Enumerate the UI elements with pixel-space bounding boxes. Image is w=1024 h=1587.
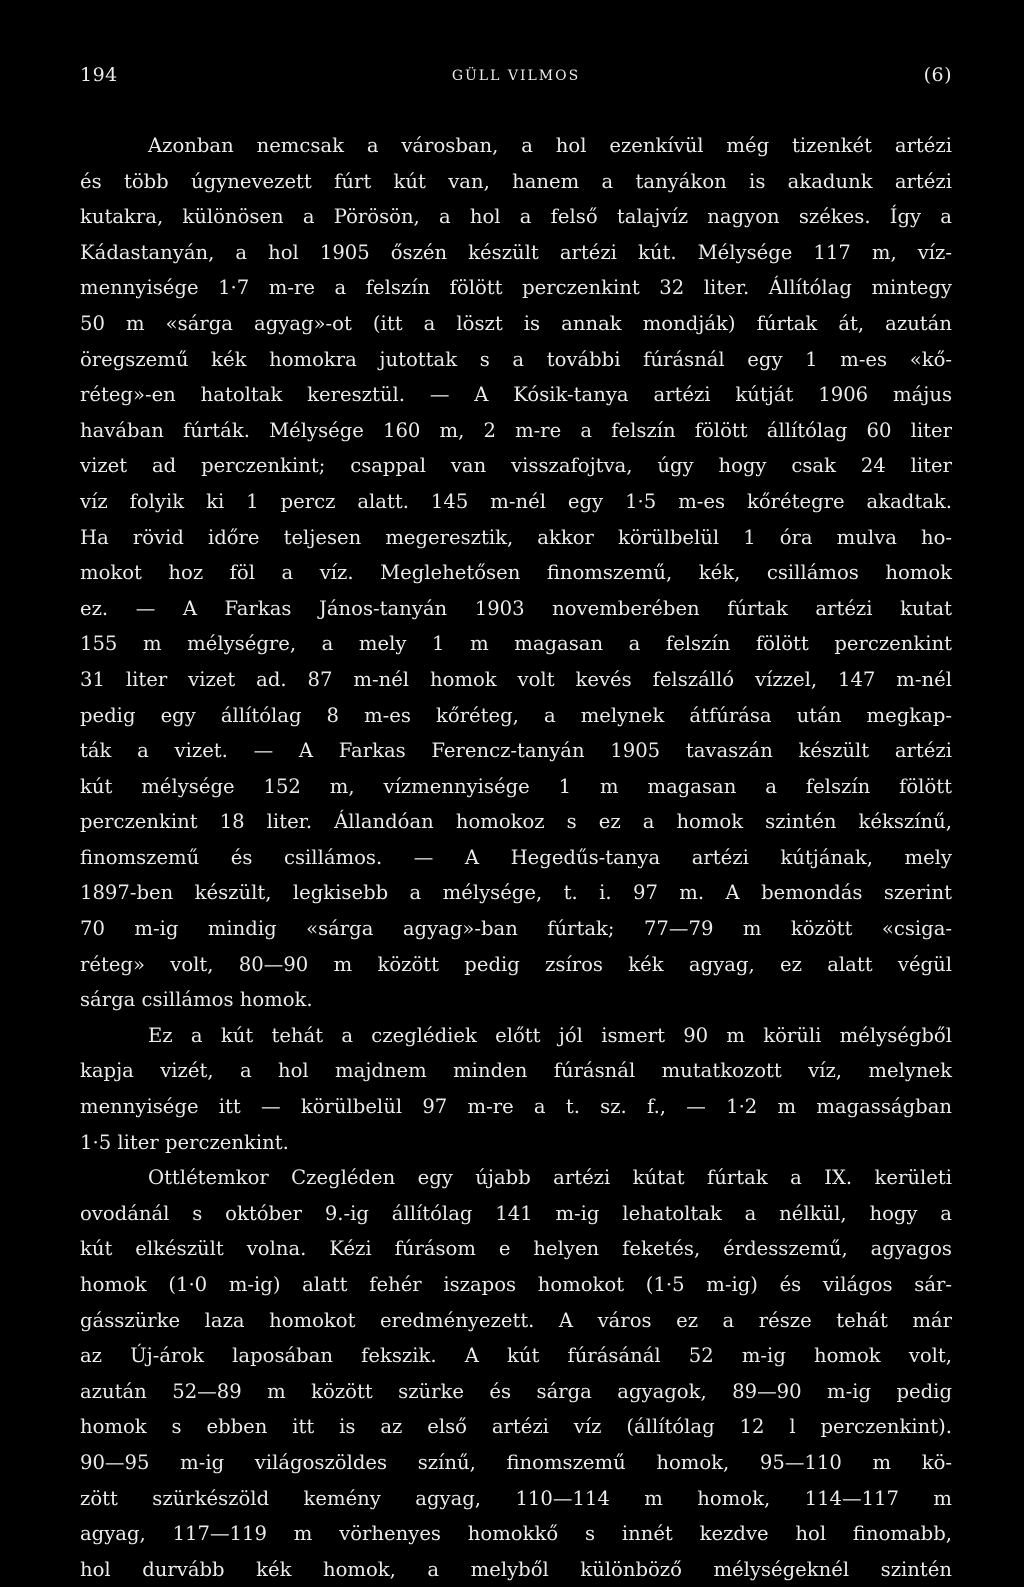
text-line: pedig egy állítólag 8 m-es kőréteg, a melynek átfúrása után megkap-: [80, 703, 952, 727]
text-line: és több úgynevezett fúrt kút van, hanem a tanyákon is akadunk artézi: [80, 169, 952, 193]
text-line: 50 m «sárga agyag»-ot (itt a löszt is annak mondják) fúrtak át, azután: [80, 311, 952, 335]
text-line: ez. — A Farkas János-tanyán 1903 novemberében fúrtak artézi kutat: [80, 596, 952, 620]
text-line: mennyisége 1·7 m-re a felszín fölött perczenkint 32 liter. Állítólag mintegy: [80, 276, 952, 300]
book-page: [80, 64, 952, 1587]
text-line: mennyisége itt — körülbelül 97 m-re a t. sz. f., — 1·2 m magasságban: [80, 1095, 952, 1119]
text-line: homok s ebben itt is az első artézi víz (állítólag 12 l perczenkint).: [80, 1415, 952, 1439]
text-line: öregszemű kék homokra jutottak s a további fúrásnál egy 1 m-es «kő-: [80, 347, 952, 371]
text-line: gásszürke laza homokot eredményezett. A város ez a része tehát már: [80, 1308, 952, 1332]
text-line: kút mélysége 152 m, vízmennyisége 1 m magasan a felszín fölött: [80, 774, 952, 798]
text-line: mokot hoz föl a víz. Meglehetősen finomszemű, kék, csillámos homok: [80, 561, 952, 585]
text-line: 155 m mélységre, a mely 1 m magasan a felszín fölött perczenkint: [80, 632, 952, 656]
text-line: 70 m-ig mindig «sárga agyag»-ban fúrtak; 77—79 m között «csiga-: [80, 917, 952, 941]
section-number: (6): [923, 64, 952, 86]
text-line: finomszemű és csillámos. — A Hegedűs-tanya artézi kútjának, mely: [80, 845, 952, 869]
body-text: [80, 128, 952, 1587]
text-line: hol durvább kék homok, a melyből különböző mélységeknél szintén: [80, 1557, 952, 1581]
text-line: 31 liter vizet ad. 87 m-nél homok volt kevés felszálló vízzel, 147 m-nél: [80, 667, 952, 691]
text-line: Ottlétemkor Czegléden egy újabb artézi kútat fúrtak a IX. kerületi: [148, 1166, 952, 1190]
text-line: ovodánál s október 9.-ig állítólag 141 m-ig lehatoltak a nélkül, hogy a: [80, 1201, 952, 1225]
text-line: 1897-ben készült, legkisebb a mélysége, t. i. 97 m. A bemondás szerint: [80, 881, 952, 905]
text-line: ták a vizet. — A Farkas Ferencz-tanyán 1905 tavaszán készült artézi: [80, 739, 952, 763]
text-line: Ez a kút tehát a czeglédiek előtt jól ismert 90 m körüli mélységből: [148, 1023, 952, 1047]
text-line: az Új-árok laposában fekszik. A kút fúrásánál 52 m-ig homok volt,: [80, 1344, 952, 1368]
text-line: Ha rövid időre teljesen megeresztik, akkor körülbelül 1 óra mulva ho-: [80, 525, 952, 549]
text-line: réteg»-en hatoltak keresztül. — A Kósik-tanya artézi kútját 1906 május: [80, 383, 952, 407]
text-line: vizet ad perczenkint; csappal van visszafojtva, úgy hogy csak 24 liter: [80, 454, 952, 478]
page-header: [80, 64, 952, 94]
text-line: kutakra, különösen a Pörösön, a hol a felső talajvíz nagyon székes. Így a: [80, 205, 952, 229]
text-line: homok (1·0 m-ig) alatt fehér iszapos homokot (1·5 m-ig) és világos sár-: [80, 1273, 952, 1296]
text-line: agyag, 117—119 m vörhenyes homokkő s innét kezdve hol finomabb,: [80, 1522, 952, 1546]
text-line: Azonban nemcsak a városban, a hol ezenkívül még tizenkét artézi: [148, 134, 952, 157]
text-line: zött szürkészöld kemény agyag, 110—114 m homok, 114—117 m: [80, 1486, 952, 1510]
text-line: kút elkészült volna. Kézi fúrásom e helyen feketés, érdesszemű, agyagos: [80, 1237, 952, 1261]
text-line: perczenkint 18 liter. Állandóan homokoz s ez a homok szintén kékszínű,: [80, 810, 952, 834]
text-line: 90—95 m-ig világoszöldes színű, finomszemű homok, 95—110 m kö-: [80, 1450, 952, 1474]
text-line: réteg» volt, 80—90 m között pedig zsíros kék agyag, ez alatt végül: [80, 952, 952, 976]
text-line: kapja vizét, a hol majdnem minden fúrásnál mutatkozott víz, melynek: [80, 1059, 952, 1083]
text-line: sárga csillámos homok.: [80, 988, 313, 1012]
text-line: havában fúrták. Mélysége 160 m, 2 m-re a felszín fölött állítólag 60 liter: [80, 418, 952, 442]
running-head: GÜLL VILMOS: [451, 68, 581, 84]
text-line: 1·5 liter perczenkint.: [80, 1130, 289, 1154]
text-line: Kádastanyán, a hol 1905 őszén készült artézi kút. Mélysége 117 m, víz-: [80, 240, 952, 264]
page-number: 194: [80, 64, 118, 86]
text-line: azután 52—89 m között szürke és sárga agyagok, 89—90 m-ig pedig: [80, 1379, 952, 1403]
text-line: víz folyik ki 1 percz alatt. 145 m-nél egy 1·5 m-es kőrétegre akadtak.: [80, 489, 952, 513]
